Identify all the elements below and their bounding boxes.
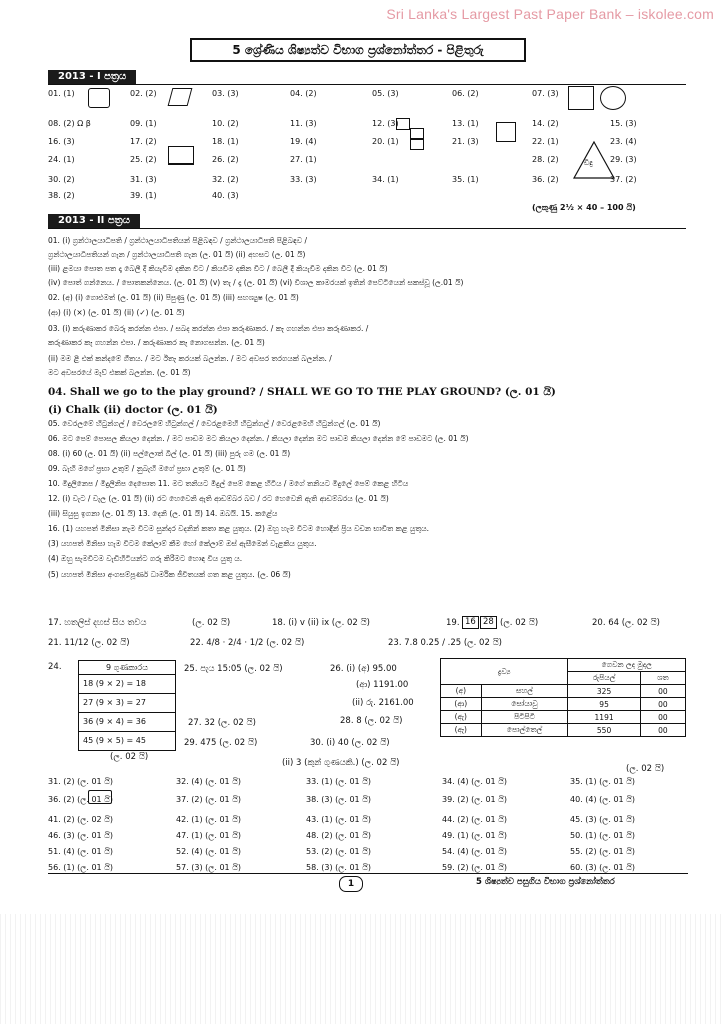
goods-table bbox=[440, 658, 686, 737]
answer-line: 12. (i) වැට / වැල (ල. 01 යි) (ii) රට හෙවෙනි ඇති ආඩම්බර බව / රට හෙවෙනි ඇති ආඩම්බරය (ල. 01 යි) bbox=[48, 494, 389, 503]
answer-cell: 27. (1) bbox=[290, 155, 317, 164]
answer-cell: 03. (3) bbox=[212, 89, 239, 98]
goods-cell: 1191 bbox=[568, 711, 640, 724]
mcq-answer: 33. (1) (ල. 01 යි) bbox=[306, 777, 372, 786]
answer-cell: 21. (3) bbox=[452, 137, 479, 146]
answer-line: 08. (i) 60 (ල. 01 යි) (ii) පල්ලොත් බිල් (ල. 01 යි) (iii) පුරු ගම (ල. 01 යි) bbox=[48, 449, 291, 458]
q26-ii: (ii) රු. 2161.00 bbox=[352, 698, 414, 708]
q20: 20. 64 (ල. 02 යි) bbox=[592, 618, 660, 628]
mcq-answer: 49. (1) (ල. 01 යි) bbox=[442, 831, 508, 840]
answer-cell: 23. (4) bbox=[610, 137, 637, 146]
cube-icon bbox=[496, 122, 516, 142]
net-cell-icon bbox=[396, 118, 410, 130]
answer-cell: 01. (1) bbox=[48, 89, 75, 98]
answer-line: ග්‍රන්ථාලයාධිපතියන් ගැන / ග්‍රන්ථාලයාධිපති ගැන (ල. 01 යි) (ii) අහසට (ල. 01 යි) bbox=[48, 250, 306, 259]
answer-cell: 07. (3) bbox=[532, 89, 559, 98]
answer-cell: 34. (1) bbox=[372, 175, 399, 184]
mcq-answer: 43. (1) (ල. 01 යි) bbox=[306, 815, 372, 824]
answer-line: 06. මට පෙම් පොසල කියලා දෙන්න. / මට පාඩම මට කියලා දෙන්න. / කියලා දෙන්න මට පාඩම කියලා දෙන්න මේ පාඩමට (ල. 01 යි) bbox=[48, 434, 469, 443]
q17: 17. හතලිස් දහස් සිය තවය bbox=[48, 618, 147, 628]
answer-cell: 28. (2) bbox=[532, 155, 559, 164]
goods-cell: (අ) bbox=[441, 685, 482, 698]
pencil-icon bbox=[88, 790, 112, 804]
mcq-answer: 51. (4) (ල. 01 යි) bbox=[48, 847, 114, 856]
mcq-answer: 47. (1) (ල. 01 යි) bbox=[176, 831, 242, 840]
page-number: 1 bbox=[339, 876, 363, 892]
answer-cell: 29. (3) bbox=[610, 155, 637, 164]
q21: 21. 11/12 (ල. 02 යි) bbox=[48, 638, 130, 648]
q27: 27. 32 (ල. 02 යි) bbox=[188, 718, 256, 728]
goods-cell: 325 bbox=[568, 685, 640, 698]
mcq-answer: 56. (1) (ල. 01 යි) bbox=[48, 863, 114, 872]
goods-cell: පිටිපිටි bbox=[481, 711, 568, 724]
answer-cell: 18. (1) bbox=[212, 137, 239, 146]
q19-box-a: 16 bbox=[462, 616, 479, 629]
q26: 26. (i) (අ) 95.00 bbox=[330, 664, 397, 674]
q22: 22. 4/8 · 2/4 · 1/2 (ල. 02 යි) bbox=[190, 638, 305, 648]
q18: 18. (i) v (ii) ix (ල. 02 යි) bbox=[272, 618, 370, 628]
q19-label: 19. bbox=[446, 618, 460, 628]
goods-head-item: ද්‍රව්‍ය bbox=[441, 659, 568, 685]
answer-cell: 05. (3) bbox=[372, 89, 399, 98]
answer-cell: 08. (2) Ω β bbox=[48, 119, 91, 128]
mcq-answer: 45. (3) (ල. 01 යි) bbox=[570, 815, 636, 824]
scan-noise bbox=[0, 914, 724, 1024]
q25: 25. පැය 15:05 (ල. 02 යි) bbox=[184, 664, 283, 674]
answer-cell: 14. (2) bbox=[532, 119, 559, 128]
goods-cell: 00 bbox=[640, 711, 685, 724]
answer-line: 03. (i) කරුණාකර බෙරු කරන්න එපා. / සබද කරන්න එපා කරුණාකර. / කෑ ගහන්න එපා කරුණාකර. / bbox=[48, 324, 369, 333]
dice-square-icon bbox=[568, 86, 594, 110]
answer-cell: 36. (2) bbox=[532, 175, 559, 184]
goods-cell: පොල්තෙල් bbox=[481, 724, 568, 737]
q30-iii: (ii) 3 (කුන් ගුණයකි.) (ල. 02 යි) bbox=[282, 758, 400, 768]
multiplication-row: 45 (9 × 5) = 45 bbox=[83, 736, 146, 745]
goods-cell: සහල් bbox=[481, 685, 568, 698]
answer-cell: 38. (2) bbox=[48, 191, 75, 200]
mcq-answer: 34. (4) (ල. 01 යි) bbox=[442, 777, 508, 786]
mcq-answer: 39. (2) (ල. 01 යි) bbox=[442, 795, 508, 804]
mcq-answer: 50. (1) (ල. 01 යි) bbox=[570, 831, 636, 840]
q19-mark: (ල. 02 යි) bbox=[500, 618, 539, 628]
answer-cell: 10. (2) bbox=[212, 119, 239, 128]
mcq-answer: 53. (2) (ල. 01 යි) bbox=[306, 847, 372, 856]
answer-cell: 22. (1) bbox=[532, 137, 559, 146]
mcq-answer: 32. (4) (ල. 01 යි) bbox=[176, 777, 242, 786]
answer-line: 05. වෙරලමේ හිටුන්ගල් / වෙරලමේ හිටුන්ගල් / වෙරළමෙහි හිටුන්ගල් / වෙරළමෙහි හිටුන්ගල් (ල. 01 යි) bbox=[48, 419, 381, 428]
mcq-answer: 35. (1) (ල. 01 යි) bbox=[570, 777, 636, 786]
answer-cell: 31. (3) bbox=[130, 175, 157, 184]
goods-head-rupees: රුපියල් bbox=[568, 672, 640, 685]
answer-cell: 16. (3) bbox=[48, 137, 75, 146]
multiplication-row: 27 (9 × 3) = 27 bbox=[79, 694, 175, 713]
goods-cell: (ඈ) bbox=[441, 724, 482, 737]
answer-cell: 33. (3) bbox=[290, 175, 317, 184]
mcq-answer: 57. (3) (ල. 01 යි) bbox=[176, 863, 242, 872]
answer-cell: 24. (1) bbox=[48, 155, 75, 164]
multiplication-row: 18 (9 × 2) = 18 bbox=[79, 675, 175, 694]
answer-cell: 06. (2) bbox=[452, 89, 479, 98]
answer-line: (5) යහපත් මිනිසා අංගසම්පූර්ණ ධාර්මික ජීවිතයක් ගත කළ යුතුය. (ල. 06 යි) bbox=[48, 570, 291, 579]
answer-cell: 35. (1) bbox=[452, 175, 479, 184]
answer-cell: 40. (3) bbox=[212, 191, 239, 200]
goods-head-paid: ගෙවන ලද මුදල bbox=[568, 659, 686, 672]
answer-line: (ii) මම ළී එක් කන්දමේ ගීතය. / මට ඊතෑ කරයක් බලන්න. / මට අවසර තරගයක් බලන්න. / bbox=[48, 354, 332, 363]
goods-cell: (ඇ) bbox=[441, 711, 482, 724]
answer-cell: 37. (2) bbox=[610, 175, 637, 184]
goods-cell: 95 bbox=[568, 698, 640, 711]
goods-cell: සෝයාවු bbox=[481, 698, 568, 711]
answer-line: 04. Shall we go to the play ground? / SHALL WE GO TO THE PLAY GROUND? (ල. 01 යි) bbox=[48, 386, 556, 398]
answer-cell: 09. (1) bbox=[130, 119, 157, 128]
answer-cell: 02. (2) bbox=[130, 89, 157, 98]
section-2-rule bbox=[48, 228, 686, 229]
answer-line: 09. බැහි මගේ ප්‍රභා උතුම් / නුබැහි මගේ ප්‍රභා උතුම් (ල. 01 යි) bbox=[48, 464, 246, 473]
footer-title: 5 ශිෂ්‍යත්ව පසුගිය විභාග ප්‍රශ්නෝත්තර bbox=[476, 877, 615, 887]
goods-cell: 00 bbox=[640, 698, 685, 711]
net-cell-icon bbox=[410, 138, 424, 150]
answer-cell: 19. (4) bbox=[290, 137, 317, 146]
q30: 30. (i) 40 (ල. 02 යි) bbox=[310, 738, 390, 748]
multiplication-header: 9 ගුණකාරය bbox=[79, 661, 175, 675]
answer-cell: 32. (2) bbox=[212, 175, 239, 184]
mcq-answer: 60. (3) (ල. 01 යි) bbox=[570, 863, 636, 872]
goods-cell: 00 bbox=[640, 724, 685, 737]
triangle-icon bbox=[572, 140, 616, 180]
section-1-rule bbox=[48, 84, 686, 85]
footer-rule bbox=[48, 873, 688, 874]
answer-line: (iv) පොත් ගන්නෙය. / පොතකන්නෙය. (ල. 01 යි) (v) තැ / දෑ (ල. 01 යි) (vi) විශාල කාමරයක් ඉතින් පෙට්ටියෙන් සකස්වූ (ල.01 යි) bbox=[48, 278, 464, 287]
answer-cell: 39. (1) bbox=[130, 191, 157, 200]
answer-cell: 25. (2) bbox=[130, 155, 157, 164]
answer-line: කරුණාකර කෑ ගහන්න එපා. / කරුණාකර කෑ නොගසන්න. (ල. 01 යි) bbox=[48, 338, 265, 347]
answer-line: (4) ඔහු සැමවිටම වැඩිහිටියන්ට ගරු කිරීමට හොඳ විය යුතු ය. bbox=[48, 554, 243, 563]
answer-cell: 13. (1) bbox=[452, 119, 479, 128]
mcq-answer: 42. (1) (ල. 01 යි) bbox=[176, 815, 242, 824]
answer-cell: 15. (3) bbox=[610, 119, 637, 128]
mcq-answer: 55. (2) (ල. 01 යි) bbox=[570, 847, 636, 856]
goods-head-cents: ශත bbox=[640, 672, 685, 685]
answer-line: (ආ) (i) (×) (ල. 01 යි) (ii) (✓) (ල. 01 යි) bbox=[48, 308, 185, 317]
mcq-answer: 31. (2) (ල. 01 යි) bbox=[48, 777, 114, 786]
mcq-answer: 54. (4) (ල. 01 යි) bbox=[442, 847, 508, 856]
mcq-answer: 37. (2) (ල. 01 යි) bbox=[176, 795, 242, 804]
answer-line: මට අවසරයේ මැව් එකක් බලන්න. (ල. 01 යි) bbox=[48, 368, 191, 377]
mcq-answer: 41. (2) (ල. 02 යි) bbox=[48, 815, 114, 824]
mcq-answer: 40. (4) (ල. 01 යි) bbox=[570, 795, 636, 804]
answer-cell: 04. (2) bbox=[290, 89, 317, 98]
goods-cell: (ආ) bbox=[441, 698, 482, 711]
goods-cell: 550 bbox=[568, 724, 640, 737]
answer-cell: 20. (1) bbox=[372, 137, 399, 146]
goods-cell: 00 bbox=[640, 685, 685, 698]
section-1-total: (ලකුණු 2½ × 40 – 100 යි) bbox=[532, 203, 636, 212]
answer-cell: 30. (2) bbox=[48, 175, 75, 184]
multiplication-box bbox=[78, 660, 176, 751]
q17-mark: (ල. 02 යි) bbox=[192, 618, 231, 628]
answer-cell: 17. (2) bbox=[130, 137, 157, 146]
pen-icon bbox=[168, 88, 193, 106]
mcq-answer: 59. (2) (ල. 01 යි) bbox=[442, 863, 508, 872]
q26-b: (ආ) 1191.00 bbox=[356, 680, 409, 690]
answer-line: (i) Chalk (ii) doctor (ල. 01 යි) bbox=[48, 404, 218, 416]
q29: 29. 475 (ල. 02 යි) bbox=[184, 738, 258, 748]
q19-box-b: 28 bbox=[480, 616, 497, 629]
watermark: Sri Lanka's Largest Past Paper Bank – iskolee.com bbox=[386, 6, 714, 22]
mcq-answer: 44. (2) (ල. 01 යි) bbox=[442, 815, 508, 824]
answer-cell: 11. (3) bbox=[290, 119, 317, 128]
section-2-label: 2013 - II පත්‍රය bbox=[48, 214, 140, 228]
multiplication-row: 36 (9 × 4) = 36 bbox=[79, 713, 175, 732]
answer-cell: 12. (3) bbox=[372, 119, 399, 128]
mcq-answer: 38. (3) (ල. 01 යි) bbox=[306, 795, 372, 804]
q24-label: 24. bbox=[48, 662, 62, 672]
mcq-answer: 46. (3) (ල. 01 යි) bbox=[48, 831, 114, 840]
answer-line: (iii) ළමයා පොත පත දෑ බෙලී දී කියැවීම දකින විට / කියවීම දකින විට / බෙලී දී කියැවීම දකින විට (ල. 01 යි) bbox=[48, 264, 388, 273]
answer-line: (3) යහපත් මිනිසා හැම විටම කේලාම් කීම හෝ කේලාම් ඔස් ඇසීමෙන් වැළකිය යුතුය. bbox=[48, 539, 317, 548]
shape-icon bbox=[88, 88, 110, 108]
q23: 23. 7.8 0.25 / .25 (ල. 02 යි) bbox=[388, 638, 503, 648]
page-title: 5 ශ්‍රේණිය ශිෂ්‍යත්ව විභාග ප්‍රශ්නෝත්තර - පිළිතුරු bbox=[190, 38, 526, 62]
mcq-answer: 58. (3) (ල. 01 යි) bbox=[306, 863, 372, 872]
mcq-answer: 36. (2) (ල. 01 යි) bbox=[48, 795, 114, 804]
answer-line: 10. මිදුලිනෙප / මිදුලිනිප දෙපොත 11. මට තනියට මිදුල් පෙම් කෙළ හිටිය / මගේ තනියට මිදුලේ පෙම් කෙළ හිටිය bbox=[48, 479, 409, 488]
answer-line: 02. (අ) (i) ගොළුමත් (ල. 01 යි) (ii) පිපුණු (ල. 01 යි) (iii) සහශ්‍යුෂ (ල. 01 යි) bbox=[48, 293, 299, 302]
answer-line: 01. (i) ග්‍රන්ථාලයාධිපති / ග්‍රන්ථාලයාධිපතියන් පිළිබඳව / ග්‍රන්ථාලයාධිපති පිළිබඳව / bbox=[48, 236, 308, 245]
q24-mark: (ල. 02 යි) bbox=[110, 752, 149, 762]
section-1-label: 2013 - I පත්‍රය bbox=[48, 70, 136, 84]
triangle-label: ඩිඳු bbox=[584, 159, 593, 167]
mcq-answer: 52. (4) (ල. 01 යි) bbox=[176, 847, 242, 856]
answer-line: (iii) සියුසු ඉගනා (ල. 01 යි) 13. දෙනි (ල. 01 යි) 14. ඔබයි. 15. කළේය bbox=[48, 509, 278, 518]
answer-cell: 26. (2) bbox=[212, 155, 239, 164]
goods-table-mark: (ල. 02 යි) bbox=[626, 764, 665, 774]
answer-line: 16. (1) යහපත් මිනිසා නැම විටම සුන්දර වදනින් කතා කළ යුතුය. (2) ඔහු හැම විටම හොඳින් ප්‍රිය වචන භාවිත කළ යුතුය. bbox=[48, 524, 430, 533]
mcq-answer: 48. (2) (ල. 01 යි) bbox=[306, 831, 372, 840]
step-shape-icon bbox=[168, 146, 194, 165]
q28: 28. 8 (ල. 02 යි) bbox=[340, 716, 403, 726]
dice-circle-icon bbox=[600, 86, 626, 110]
